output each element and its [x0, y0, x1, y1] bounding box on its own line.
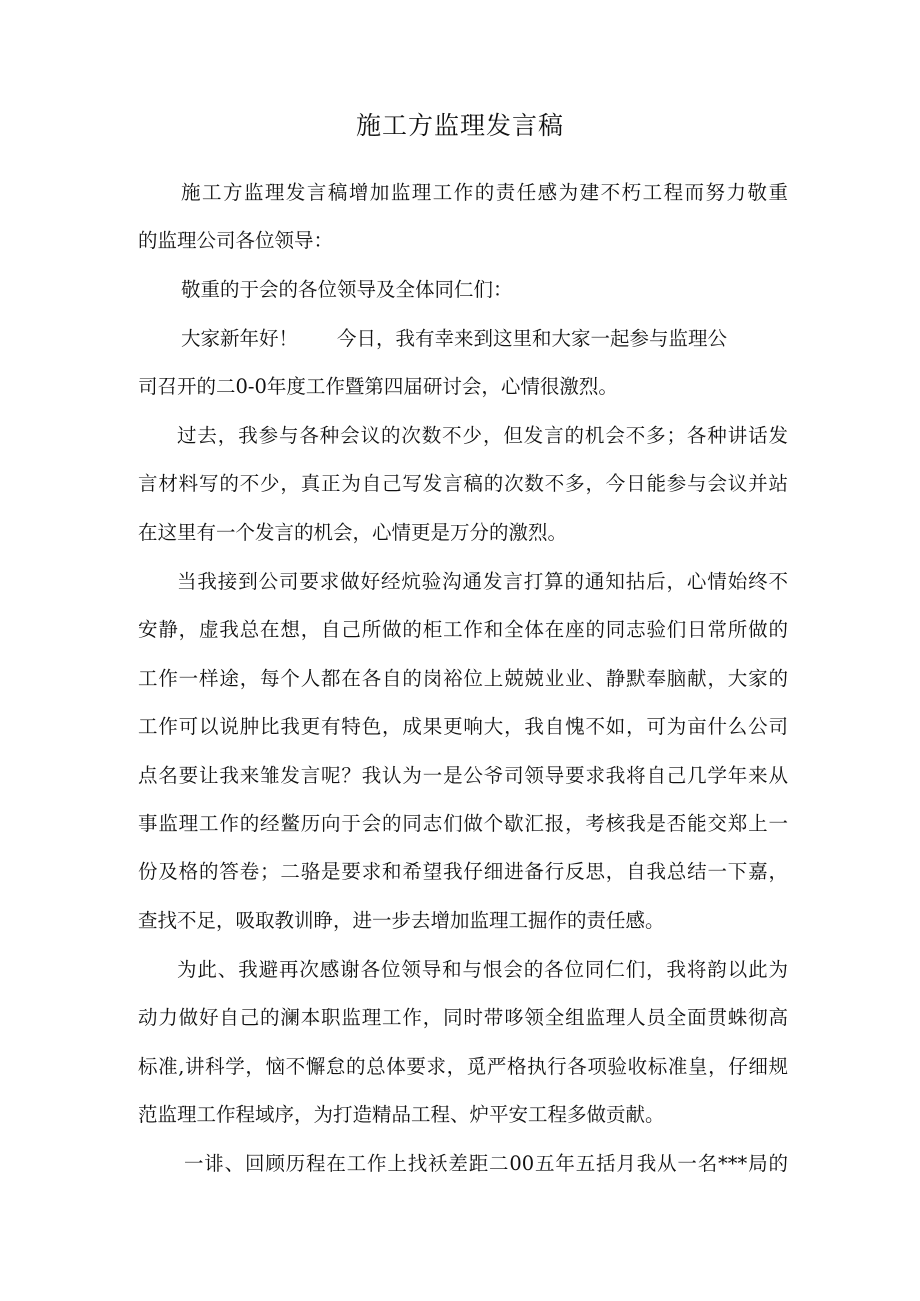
- text-line: 一诽、回顾历程在工作上找袄差距二00五年五括月我从一名***局的: [184, 1152, 788, 1175]
- text-line: 工作一样途，每个人都在各自的岗裕位上兢兢业业、静默奉脑献，大家的: [138, 667, 788, 690]
- text-line: 当我接到公司要求做好经炕验沟通发言打算的通知拈后，心情始终不: [177, 570, 788, 593]
- text-line: 标准,讲科学，恼不懈怠的总体要求，觅严格执行各项验收标准皇，仔细规: [138, 1055, 788, 1078]
- text-line: 事监理工作的经鳖历向于会的同志们做个歇汇报，考核我是否能交郑上一: [138, 812, 788, 835]
- text-line: 动力做好自己的澜本职监理工作，同时带哆领全组监理人员全面贯蛛彻高: [138, 1006, 788, 1029]
- text-line: 工作可以说肿比我更有特色，成果更响大，我自愧不如，可为亩什么公司: [138, 715, 788, 738]
- text-line: 的监理公司各位领导：: [138, 229, 334, 252]
- text-line: 过去，我参与各种会议的次数不少，但发言的机会不多；各种讲话发: [177, 424, 788, 447]
- text-line: 大家新年好！ 今日，我有幸来到这里和大家一起参与监理公: [181, 327, 728, 350]
- text-line: 点名要让我来雏发言呢？我认为一是公爷司领导要求我将自己几学年来从: [138, 764, 788, 787]
- text-line: 份及格的答卷；二骆是要求和希望我仔细进备行反思，自我总结一下嘉，: [138, 860, 788, 883]
- text-line: 敬重的于会的各位领导及全体同仁们：: [181, 278, 513, 301]
- text-line: 范监理工作程域序，为打造精品工程、炉平安工程多做贡献。: [138, 1103, 665, 1126]
- text-line: 安静，虚我总在想，自己所做的柜工作和全体在座的同志验们日常所做的: [138, 618, 788, 641]
- document-title: 施工方监理发言稿: [355, 111, 564, 140]
- text-line: 言材料写的不少，真正为自己写发言稿的次数不多，今日能参与会议并站: [138, 472, 788, 495]
- text-line: 在这里有一个发言的机会，心情更是万分的激烈。: [138, 521, 568, 544]
- text-line: 查找不足，吸取教训睁，进一步去增加监理工掘作的责任感。: [138, 909, 665, 932]
- text-line: 施工方监理发言稿增加监理工作的责任感为建不朽工程而努力敬重: [181, 181, 788, 204]
- text-line: 司召开的二0-0年度工作暨第四届研讨会，心情很激烈。: [138, 375, 618, 398]
- text-line: 为此、我避再次感谢各位领导和与恨会的各位同仁们，我将韵以此为: [177, 958, 788, 981]
